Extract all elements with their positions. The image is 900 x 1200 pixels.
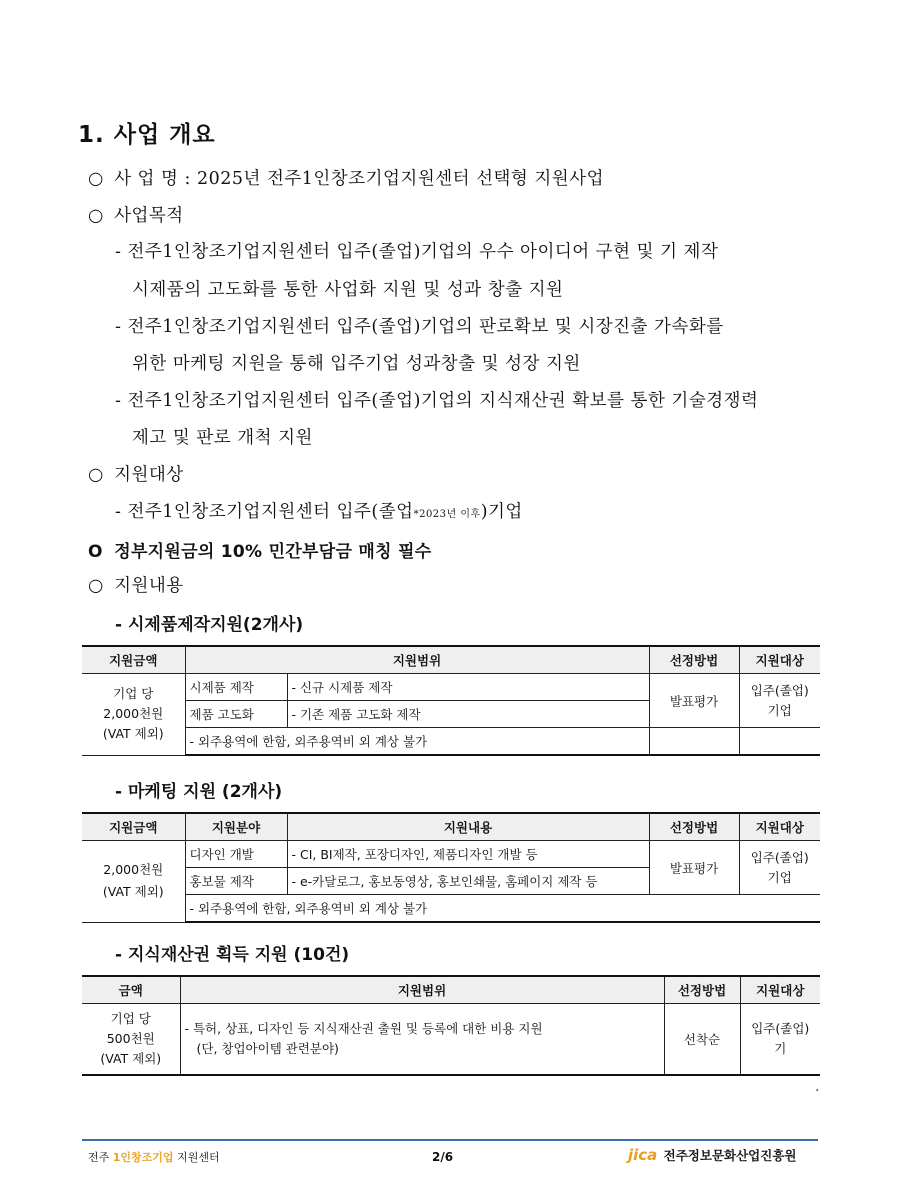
- purpose-item-1a: - 전주1인창조기업지원센터 입주(졸업)기업의 우수 아이디어 구현 및 기 제작: [115, 242, 719, 262]
- bullet-circle: ○: [88, 576, 104, 596]
- header-target: 지원대상: [739, 813, 820, 841]
- table-header-row: [82, 646, 820, 674]
- amount-line: 2,000천원: [103, 706, 164, 722]
- purpose-label: 사업목적: [114, 206, 184, 226]
- purpose-item-3b: 제고 및 판로 개척 지원: [132, 428, 313, 448]
- amount-line: (VAT 제외): [102, 726, 164, 742]
- table-row: [82, 895, 820, 923]
- desc-cell: - 신규 시제품 제작: [287, 674, 649, 701]
- target-cell: [739, 674, 820, 728]
- amount-cell: [82, 841, 185, 923]
- bullet-circle: ○: [88, 169, 104, 189]
- footer-org-logo: [628, 1146, 796, 1164]
- table-row: [82, 674, 820, 701]
- header-content: 지원내용: [287, 813, 649, 841]
- section-title: 1. 사업 개요: [78, 122, 216, 148]
- prototype-support-title: - 시제품제작지원(2개사): [115, 615, 304, 635]
- purpose-item-2b: 위한 마케팅 지원을 통해 입주기업 성과창출 및 성장 지원: [132, 354, 581, 374]
- header-method: 선정방법: [649, 646, 739, 674]
- header-method: 선정방법: [649, 813, 739, 841]
- empty-cell: [649, 728, 739, 756]
- desc-cell: - CI, BI제작, 포장디자인, 제품디자인 개발 등: [287, 841, 649, 868]
- page-number: 2/6: [432, 1150, 454, 1164]
- amount-line: 2,000천원: [103, 862, 164, 878]
- desc-cell: [180, 1004, 664, 1076]
- marketing-support-title: - 마케팅 지원 (2개사): [115, 782, 283, 802]
- header-amount: 지원금액: [82, 813, 185, 841]
- amount-line: (VAT 제외): [100, 1051, 162, 1066]
- header-amount: 지원금액: [82, 646, 185, 674]
- ip-support-title: - 지식재산권 획득 지원 (10건): [115, 945, 350, 965]
- target-line: 입주(졸업): [751, 1021, 810, 1036]
- category-cell: 홍보물 제작: [185, 868, 287, 895]
- desc-line: (단, 창업아이템 관련분야): [196, 1041, 339, 1056]
- target-text-end: )기업: [480, 502, 523, 522]
- purpose-label-line: [88, 202, 184, 227]
- desc-line: - 특허, 상표, 디자인 등 지식재산권 출원 및 등록에 대한 비용 지원: [184, 1021, 543, 1036]
- note-cell: - 외주용역에 한함, 외주용역비 외 계상 불가: [185, 895, 820, 923]
- empty-cell: [739, 728, 820, 756]
- org-name: 전주정보문화산업진흥원: [663, 1148, 797, 1163]
- business-name-text: 사 업 명 : 2025년 전주1인창조기업지원센터 선택형 지원사업: [114, 169, 604, 189]
- note-cell: - 외주용역에 한함, 외주용역비 외 계상 불가: [185, 728, 649, 756]
- method-cell: 발표평가: [649, 674, 739, 728]
- amount-line: 기업 당: [110, 1011, 151, 1026]
- amount-cell: [82, 674, 185, 756]
- bullet-circle: ○: [88, 465, 104, 485]
- category-cell: 시제품 제작: [185, 674, 287, 701]
- bullet-circle: ○: [88, 206, 104, 226]
- table-row: [82, 1004, 820, 1076]
- target-label: 지원대상: [114, 465, 184, 485]
- matching-text: 정부지원금의 10% 민간부담금 매칭 필수: [114, 542, 432, 562]
- target-cell: [739, 841, 820, 895]
- marketing-support-table: [82, 812, 820, 923]
- header-target: 지원대상: [740, 976, 820, 1004]
- jica-logo: jica: [628, 1146, 658, 1164]
- target-line: 기업: [767, 869, 792, 885]
- footer-center-logo: [88, 1149, 220, 1165]
- amount-line: (VAT 제외): [102, 884, 164, 900]
- footer-prefix: 전주: [88, 1151, 110, 1164]
- desc-cell: - e-카달로그, 홍보동영상, 홍보인쇄물, 홈페이지 제작 등: [287, 868, 649, 895]
- table-row: [82, 728, 820, 756]
- target-item: [115, 498, 523, 523]
- footer-suffix: 지원센터: [177, 1151, 220, 1164]
- purpose-item-2a: - 전주1인창조기업지원센터 입주(졸업)기업의 판로확보 및 시장진출 가속화를: [115, 317, 724, 337]
- ip-support-table: [82, 975, 820, 1076]
- table-row: [82, 841, 820, 868]
- target-line: 기업: [767, 702, 792, 718]
- amount-cell: [82, 1004, 180, 1076]
- method-cell: 발표평가: [649, 841, 739, 895]
- target-cell: [740, 1004, 820, 1076]
- method-cell: 선착순: [664, 1004, 740, 1076]
- target-line: 입주(졸업): [750, 849, 809, 865]
- header-field: 지원분야: [185, 813, 287, 841]
- target-text: - 전주1인창조기업지원센터 입주(졸업: [115, 502, 414, 522]
- category-cell: 디자인 개발: [185, 841, 287, 868]
- header-target: 지원대상: [739, 646, 820, 674]
- amount-line: 기업 당: [113, 686, 154, 702]
- purpose-item-1b: 시제품의 고도화를 통한 사업화 지원 및 성과 창출 지원: [132, 280, 564, 300]
- stray-mark: ·: [815, 1083, 820, 1099]
- target-label-line: [88, 461, 184, 486]
- desc-cell: - 기존 제품 고도화 제작: [287, 701, 649, 728]
- content-label: 지원내용: [114, 576, 184, 596]
- purpose-item-3a: - 전주1인창조기업지원센터 입주(졸업)기업의 지식재산권 확보를 통한 기술경쟁력: [115, 391, 759, 411]
- category-cell: 제품 고도화: [185, 701, 287, 728]
- table-header-row: [82, 976, 820, 1004]
- footer-rule: [82, 1139, 818, 1141]
- center-logo-text: 1인창조기업: [112, 1151, 174, 1164]
- target-line: 입주(졸업): [750, 682, 809, 698]
- content-label-line: [88, 572, 184, 597]
- target-line: 기: [774, 1041, 787, 1056]
- header-scope: 지원범위: [185, 646, 649, 674]
- table-header-row: [82, 813, 820, 841]
- header-scope: 지원범위: [180, 976, 664, 1004]
- header-method: 선정방법: [664, 976, 740, 1004]
- prototype-support-table: [82, 645, 820, 756]
- matching-line: [88, 537, 432, 562]
- header-amount: 금액: [82, 976, 180, 1004]
- business-name-line: [88, 165, 604, 190]
- bullet-circle: O: [88, 542, 103, 562]
- amount-line: 500천원: [106, 1031, 155, 1046]
- target-note: *2023년 이후: [413, 509, 481, 520]
